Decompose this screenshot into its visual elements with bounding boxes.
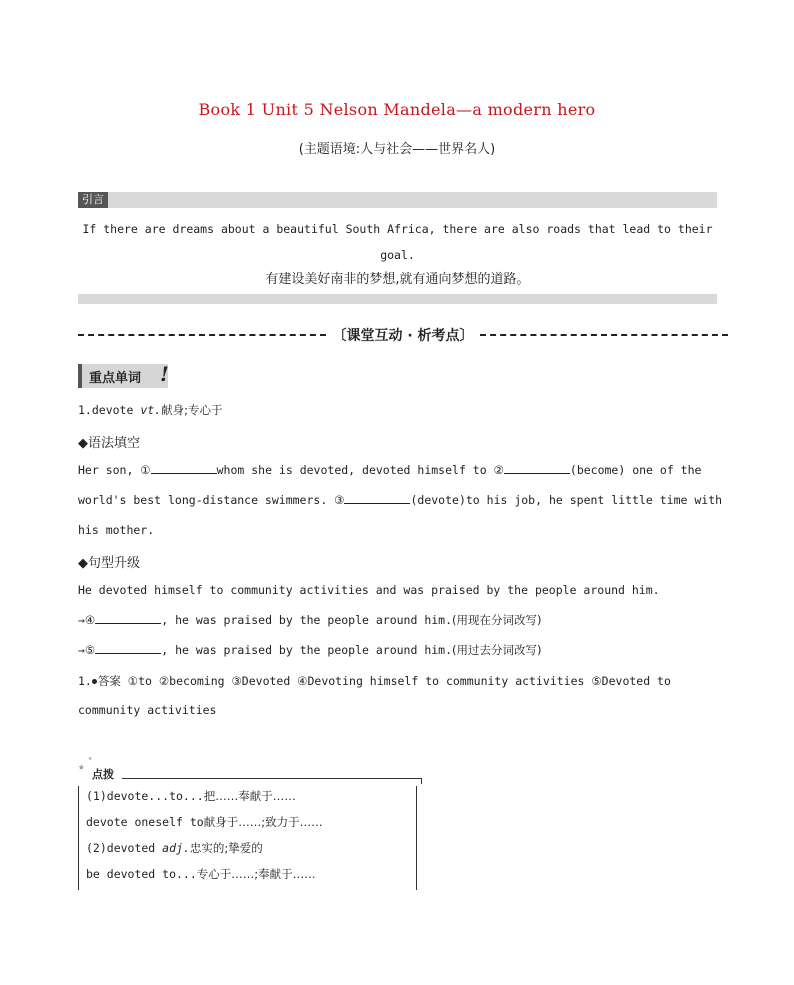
note-line-1 xyxy=(86,788,296,804)
blank-4[interactable] xyxy=(95,612,161,624)
blank-5[interactable] xyxy=(95,642,161,654)
note-1-cn: 把……奉献于…… xyxy=(203,789,296,803)
upgrade-source: He devoted himself to community activities and was praised by the people around him. xyxy=(78,583,660,597)
answer-line-2: community activities xyxy=(78,703,217,717)
intro-english xyxy=(78,216,717,268)
intro-bottom-bar xyxy=(78,294,717,304)
fill-title: ◆语法填空 xyxy=(78,436,140,451)
upgrade-5-c: (用过去分词改写) xyxy=(452,643,542,657)
note-left-border xyxy=(78,786,79,890)
item-heading-meaning: 献身;专心于 xyxy=(161,403,223,417)
item-heading xyxy=(78,402,222,418)
exclamation-icon: ! xyxy=(160,362,169,386)
intro-bar xyxy=(78,192,717,208)
fill-line-3: his mother. xyxy=(78,523,155,537)
divider-label: 〔课堂互动 · 析考点〕 xyxy=(332,328,474,344)
note-top-line-end xyxy=(421,778,422,784)
note-line-3 xyxy=(86,840,263,856)
note-line-2 xyxy=(86,814,323,830)
answer-dot-icon xyxy=(92,679,97,684)
item-heading-pos: vt. xyxy=(140,403,162,417)
item-heading-word: 1.devote xyxy=(78,403,141,417)
note-label: 点拨 xyxy=(92,768,114,781)
answer-label: 答案 xyxy=(97,674,121,688)
note-box xyxy=(78,754,418,890)
upgrade-4-c: (用现在分词改写) xyxy=(452,613,542,627)
intro-tag: 引言 xyxy=(78,192,108,208)
upgrade-line-5 xyxy=(78,642,542,658)
note-1-en: (1)devote...to... xyxy=(86,789,204,803)
star-small-icon: ★ xyxy=(88,754,93,762)
upgrade-4-a: →④ xyxy=(78,613,96,627)
intro-chinese: 有建设美好南非的梦想,就有通向梦想的道路。 xyxy=(265,272,530,287)
note-3-pos: adj. xyxy=(162,841,190,855)
blank-3[interactable] xyxy=(344,492,410,504)
note-top-line xyxy=(122,778,422,779)
divider-dash-right xyxy=(480,334,728,336)
note-4-en: be devoted to... xyxy=(86,867,197,881)
note-right-border xyxy=(416,786,417,890)
answer-num: 1. xyxy=(78,674,92,688)
fill-line-2-b: (devote)to his job, he spent little time with xyxy=(410,493,723,507)
fill-line-2-a: world's best long-distance swimmers. ③ xyxy=(78,493,345,507)
upgrade-line-4 xyxy=(78,612,542,628)
fill-line-1 xyxy=(78,462,701,477)
intro-english-line2: goal. xyxy=(380,248,415,262)
note-2-cn: 献身于……;致力于…… xyxy=(203,815,323,829)
section-divider xyxy=(78,324,728,346)
intro-english-line1: If there are dreams about a beautiful South Africa, there are also roads that lead to their xyxy=(82,222,713,236)
answer-text: ①to ②becoming ③Devoted ④Devoting himself to community activities ⑤Devoted to xyxy=(120,674,671,688)
upgrade-4-b: , he was praised by the people around him. xyxy=(161,613,453,627)
note-3-en: (2)devoted xyxy=(86,841,163,855)
fill-line-2 xyxy=(78,492,722,507)
answer-line xyxy=(78,673,671,689)
star-icon: ★ xyxy=(78,760,85,773)
fill-line-1-a: Her son, ① xyxy=(78,463,151,477)
blank-1[interactable] xyxy=(151,462,217,474)
blank-2[interactable] xyxy=(504,462,570,474)
fill-line-1-c: (become) one of the xyxy=(569,463,702,477)
upgrade-5-a: →⑤ xyxy=(78,643,96,657)
section-tag-label: 重点单词 xyxy=(89,371,142,386)
note-line-4 xyxy=(86,866,316,882)
upgrade-title: ◆句型升级 xyxy=(78,556,140,571)
page-subtitle: (主题语境:人与社会——世界名人) xyxy=(298,142,496,157)
section-tag-key-words xyxy=(78,364,168,388)
upgrade-5-b: , he was praised by the people around him. xyxy=(161,643,453,657)
note-2-en: devote oneself to xyxy=(86,815,204,829)
page-title: Book 1 Unit 5 Nelson Mandela—a modern hero xyxy=(198,100,596,119)
note-3-cn: 忠实的;挚爱的 xyxy=(189,841,263,855)
fill-line-1-b: whom she is devoted, devoted himself to ② xyxy=(216,463,504,477)
note-4-cn: 专心于……;奉献于…… xyxy=(196,867,316,881)
divider-dash-left xyxy=(78,334,326,336)
